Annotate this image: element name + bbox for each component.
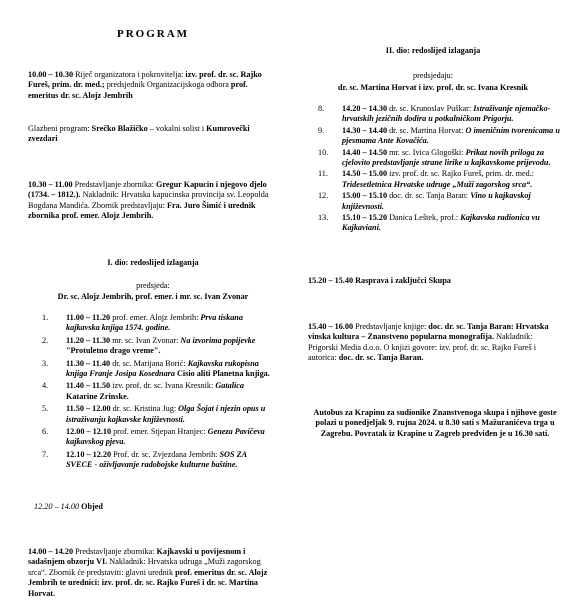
- talk-speaker: dr. sc. Marijana Borić:: [110, 358, 188, 368]
- talk-time: 12.00 – 12.10: [66, 427, 112, 437]
- book1-label: Predstavljanje zbornika:: [72, 180, 157, 189]
- talk-title: O imeničnim tvorenicama u pjesmama Ante Kovačića.: [342, 125, 560, 146]
- book1-presenters: Fra. Juro Šimić i urednik zbornika prof. emer. Alojz Jembrih.: [28, 200, 256, 221]
- talk-time: 11.00 – 11.20: [66, 313, 111, 322]
- talk-number: 13.: [318, 213, 329, 223]
- list-item: [318, 169, 564, 190]
- book3-label: Predstavljanje knjige:: [353, 322, 429, 331]
- opening-president: prof. emeritus dr. sc. Alojz Jembrih: [28, 80, 248, 100]
- book3-title: doc. dr. sc. Tanja Baran: Hrvatska vinska kultura – Znanstveno popularna monografija.: [308, 322, 549, 342]
- part1-heading: [28, 258, 278, 268]
- list-item: [42, 336, 274, 357]
- talk-title: Istraživanje njemačko-hrvatskih jezičnih dodira u potkalničkom Prigorju.: [342, 104, 551, 124]
- part2-chairs: [308, 83, 558, 93]
- list-item: [318, 191, 564, 212]
- lunch-label: Objed: [79, 502, 103, 511]
- talk-time: 11.30 – 11.40: [66, 358, 111, 368]
- talk-time: 14.50 – 15.00: [342, 169, 388, 179]
- music-group: Kumrovečki zvezdari: [28, 124, 250, 144]
- list-item: [42, 427, 274, 448]
- page-title: PROGRAM: [117, 28, 190, 40]
- lunch-time: 12.20 – 14.00: [34, 502, 80, 511]
- book-presentation-3: [308, 322, 562, 364]
- talk-number: 10.: [318, 147, 329, 157]
- part1-heading-text: I. dio: redoslijed izlaganja: [107, 258, 199, 267]
- list-item: [42, 450, 274, 471]
- music-text: – vokalni solist i: [147, 124, 207, 133]
- part2-heading: [308, 46, 558, 56]
- book3-time: 15.40 – 16.00: [308, 322, 354, 331]
- part2-chair-label: predsjedaju:: [412, 71, 453, 80]
- talk-time: 14.40 – 14.50: [342, 147, 388, 157]
- talk-time: 14.20 – 14.30: [342, 104, 388, 113]
- opening-text: Riječ organizatora i pokrovitelja:: [73, 70, 186, 79]
- talk-time: 14.30 – 14.40: [342, 125, 388, 135]
- talk-speaker: izv. prof. dr. sc. Ivana Kresnik:: [110, 381, 216, 391]
- list-item: [42, 359, 274, 380]
- talk-speaker: mr. sc. Ivan Zvonar:: [110, 335, 181, 345]
- book1-publisher: Nakladnik: Hrvatska kapucinska provincija sv. Leopolda Bogdana Mandića. Zbornik predstavljaju:: [28, 190, 269, 210]
- talk-time: 15.00 – 15.10: [342, 191, 388, 201]
- talk-time: 11.40 – 11.50: [66, 381, 111, 391]
- talk-title: Tridesetletnica Hrvatske udruge „Muži zagorskog srca“.: [342, 179, 533, 189]
- part2-heading-text: II. dio: redoslijed izlaganja: [385, 46, 481, 55]
- opening-block: [28, 70, 276, 101]
- talk-time: 12.10 – 12.20: [66, 449, 112, 459]
- list-item: [318, 104, 564, 125]
- book2-label: Predstavljanje zbornika:: [73, 547, 157, 556]
- talk-time: 15.10 – 15.20: [342, 213, 388, 223]
- music-block: [28, 124, 276, 145]
- talk-title: Vino u kajkavskoj književnosti.: [342, 191, 531, 211]
- talk-extra: Katarine Zrinske.: [66, 391, 129, 401]
- music-label: Glazbeni program:: [28, 124, 92, 133]
- list-item: [318, 213, 564, 234]
- talk-speaker: izv. prof. dr. sc. Rajko Fureš, prim. dr. med.:: [387, 169, 535, 179]
- talk-title: Geneza Pavičeva kajkavskog pjeva.: [66, 427, 265, 447]
- part2-talk-list: [318, 104, 564, 234]
- book2-title: Kajkavski u povijesnom i sadašnjem obzorju VI.: [28, 547, 246, 567]
- talk-extra: Cisio aliti Planetna knjiga.: [174, 369, 270, 379]
- part1-chair-label: predsjeda:: [136, 281, 170, 290]
- book-presentation-1: [28, 180, 278, 222]
- talk-number: 7.: [42, 449, 49, 459]
- talk-number: 6.: [42, 427, 49, 437]
- discussion-text: 15.20 – 15.40 Rasprava i zaključci Skupa: [308, 276, 451, 285]
- talk-title: Kajkavska rukopisna knjiga Franje Josipa Kosednara: [66, 358, 259, 379]
- list-item: [42, 381, 274, 402]
- talk-number: 12.: [318, 191, 329, 201]
- part2-chair-names: dr. sc. Martina Horvat i izv. prof. dr. sc. Ivana Kresnik: [337, 83, 529, 92]
- talk-number: 5.: [42, 404, 49, 414]
- lunch-row: [34, 502, 254, 512]
- talk-speaker: prof. emer. Alojz Jembrih:: [110, 313, 201, 322]
- list-item: [318, 148, 564, 169]
- book2-editors: prof. emeritus dr. sc. Alojz Jembrih te urednici: izv. prof. dr. sc. Rajko Fureš i dr. sc. Martina Horvat.: [28, 567, 268, 598]
- book2-time: 14.00 – 14.20: [28, 547, 74, 556]
- talk-title: SOS ZA SVECE - oživljavanje radobojske kulturne baštine.: [66, 449, 247, 470]
- part1-chairs: [28, 292, 278, 302]
- list-item: [318, 126, 564, 147]
- talk-number: 2.: [42, 335, 49, 345]
- book1-title: Gregur Kapucin i njegovo djelo (1734. – 1812.).: [28, 180, 267, 200]
- book3-author: doc. dr. sc. Tanja Baran.: [338, 353, 424, 363]
- talk-number: 9.: [318, 125, 325, 135]
- talk-number: 1.: [42, 313, 49, 322]
- opening-text-2: predsjednik Organizacijskoga odbora: [104, 80, 231, 90]
- talk-title: Gatalica: [215, 381, 244, 391]
- talk-speaker: prof. emer. Stjepan Hranjec:: [111, 427, 208, 437]
- talk-title: Kajkavska radionica vu Kajkaviani.: [342, 213, 540, 233]
- talk-title: Na izvorima popijevke: [180, 335, 256, 345]
- talk-extra: "Protuletno drago vreme".: [66, 346, 161, 356]
- opening-time: 10.00 – 10.30: [28, 70, 74, 79]
- talk-number: 11.: [318, 169, 328, 179]
- bus-notice: [304, 408, 566, 439]
- talk-title: Prikaz novih priloga za cjelovito predstavljanje strane lirike u kajkavskome prijevodu.: [342, 147, 551, 168]
- book1-time: 10.30 – 11.00: [28, 180, 73, 189]
- talk-speaker: Prof. dr. sc. Zvjezdana Jembrih:: [111, 449, 220, 459]
- bus-notice-text: Autobus za Krapinu za sudionike Znanstvenoga skupa i njihove goste polazi u ponedjeljak 9. rujna 2024. u 8.30 sati s Mažuranićeva trga u Zagrebu. Povratak iz Krapine u Zagreb predviđen je u 16.30 sati.: [313, 408, 557, 438]
- talk-speaker: Danica Leštek, prof.:: [387, 213, 461, 223]
- talk-number: 4.: [42, 381, 49, 391]
- talk-number: 8.: [318, 104, 325, 113]
- book2-publisher: Nakladnik: Hrvatska udruga „Muži zagorskog srca“. Zbornik će predstaviti: glavni urednik: [28, 557, 261, 577]
- talk-number: 3.: [42, 358, 49, 368]
- part1-chair-names: Dr. sc. Alojz Jembrih, prof. emer. i mr. sc. Ivan Zvonar: [57, 292, 249, 301]
- book-presentation-2: [28, 547, 278, 599]
- part1-talk-list: [42, 313, 274, 471]
- talk-title: Olga Šojat i njezin opus u istraživanju kajkavske književnosti.: [66, 404, 266, 424]
- list-item: [42, 313, 274, 334]
- talk-speaker: doc. dr. sc. Tanja Baran:: [387, 191, 471, 201]
- discussion-row: [308, 276, 558, 286]
- opening-speaker: izv. prof. dr. sc. Rajko Fureš, prim. dr. med.;: [28, 70, 262, 90]
- book3-publisher: Nakladnik: Prigorski Media d.o.o. O knjizi govore: izv. prof. dr. sc. Rajko Fureš i autorica:: [308, 332, 537, 363]
- list-item: [42, 404, 274, 425]
- talk-speaker: dr. sc. Martina Horvat:: [387, 125, 466, 135]
- talk-speaker: mr. sc. Ivica Glogoški:: [387, 147, 466, 157]
- music-soloist: Srečko Blažičko: [91, 124, 148, 133]
- talk-time: 11.50 – 12.00: [66, 404, 111, 414]
- talk-speaker: dr. sc. Krunoslav Puškar:: [387, 104, 474, 113]
- talk-time: 11.20 – 11.30: [66, 335, 111, 345]
- talk-speaker: dr. sc. Kristina Jug:: [110, 404, 179, 414]
- talk-title: Prva tiskana kajkavska knjiga 1574. godine.: [66, 313, 243, 333]
